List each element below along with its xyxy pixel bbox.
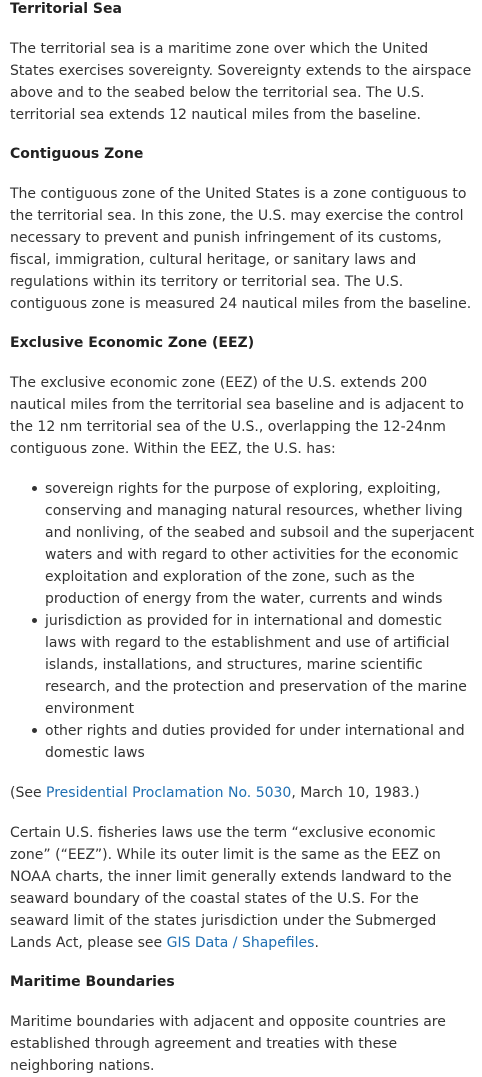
contiguous-zone-text: The contiguous zone of the United States is a zone contiguous to the territorial sea. In this zone, the U.S. may exercise the control necessary to prevent and punish infringement of its customs, fiscal, immigration, cultural heritage, or sanitary laws and regulations within its territory or territorial sea. The U.S. contiguous zone is measured 24 nautical miles from the baseline. bbox=[10, 186, 472, 312]
fisheries-text: Certain U.S. fisheries laws use the term “exclusive economic zone” (“EEZ”). While its outer limit is the same as the EEZ on NOAA charts, the inner limit generally extends landward to the seaward boundary of the coastal states of the U.S. For the seaward limit of the states jurisdiction under the Submerged Lands Act, please see bbox=[10, 825, 452, 951]
fisheries-suffix: . bbox=[314, 935, 319, 951]
eez-rights-list-item: other rights and duties provided for under international and domestic laws bbox=[45, 720, 476, 764]
citation-suffix: , March 10, 1983.) bbox=[291, 785, 420, 801]
proclamation-citation bbox=[10, 782, 476, 804]
territorial-sea-text: The territorial sea is a maritime zone over which the United States exercises sovereignty. Sovereignty extends to the airspace above and to the seabed below the territorial sea. The U.S. territorial sea extends 12 nautical miles from the baseline. bbox=[10, 41, 472, 123]
contiguous-zone-heading: Contiguous Zone bbox=[10, 146, 144, 162]
maritime-boundaries-heading: Maritime Boundaries bbox=[10, 974, 175, 990]
citation-prefix: (See bbox=[10, 785, 47, 801]
eez-rights-list bbox=[10, 478, 476, 764]
territorial-sea-heading: Territorial Sea bbox=[10, 1, 122, 17]
fisheries-eez-text bbox=[10, 822, 476, 954]
gis-data-shapefiles-link[interactable]: GIS Data / Shapefiles bbox=[166, 935, 315, 951]
presidential-proclamation-link[interactable]: Presidential Proclamation No. 5030 bbox=[46, 785, 292, 801]
maritime-boundaries-text: Maritime boundaries with adjacent and opposite countries are established through agreement and treaties with these neighboring nations. bbox=[10, 1014, 446, 1074]
eez-rights-list-item: sovereign rights for the purpose of exploring, exploiting, conserving and managing natural resources, whether living and nonliving, of the seabed and subsoil and the superjacent waters and with regard to other activities for the economic exploitation and exploration of the zone, such as the production of energy from the water, currents and winds bbox=[45, 478, 476, 610]
eez-rights-list-item: jurisdiction as provided for in international and domestic laws with regard to the establishment and use of artificial islands, installations, and structures, marine scientific research, and the protection and preservation of the marine environment bbox=[45, 610, 476, 720]
eez-intro-text: The exclusive economic zone (EEZ) of the U.S. extends 200 nautical miles from the territorial sea baseline and is adjacent to the 12 nm territorial sea of the U.S., overlapping the 12-24nm contiguous zone. Within the EEZ, the U.S. has: bbox=[10, 375, 464, 457]
eez-heading: Exclusive Economic Zone (EEZ) bbox=[10, 335, 255, 351]
